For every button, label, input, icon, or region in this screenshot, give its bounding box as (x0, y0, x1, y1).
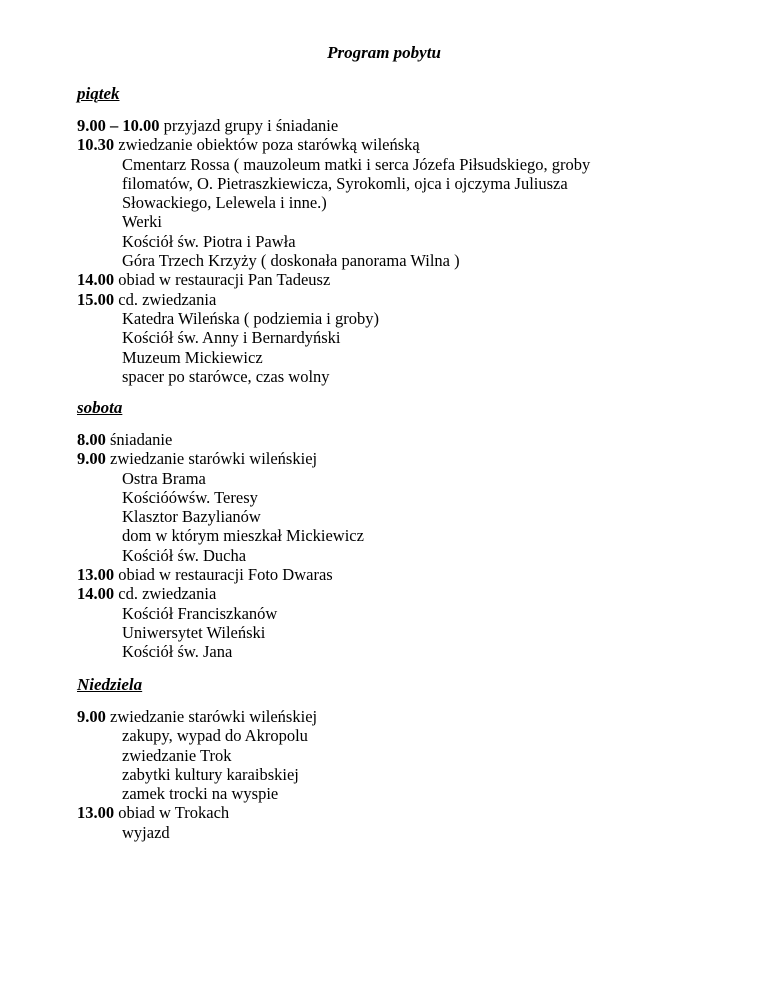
schedule-time: 9.00 (77, 449, 106, 469)
schedule-subitem: Kościół św. Anny i Bernardyński (122, 328, 341, 348)
schedule-subitem: wyjazd (122, 822, 170, 842)
schedule-subitem: Katedra Wileńska ( podziemia i groby) (122, 308, 379, 328)
day-heading: Niedziela (77, 675, 143, 694)
day-heading: piątek (77, 84, 120, 103)
day-section-sobota (77, 398, 737, 662)
schedule-text: przyjazd grupy i śniadanie (159, 116, 339, 135)
schedule-subitem: spacer po starówce, czas wolny (122, 366, 330, 386)
schedule-subitem: zakupy, wypad do Akropolu (122, 726, 308, 746)
page-title: Program pobytu (327, 43, 441, 62)
schedule-line (77, 270, 737, 289)
schedule-text: cd. zwiedzania (114, 584, 217, 604)
schedule-line (77, 707, 737, 726)
schedule-subitem: Słowackiego, Lelewela i inne.) (122, 193, 327, 213)
schedule-time: 14.00 (77, 270, 115, 290)
schedule-subitem: Kościół św. Piotra i Pawła (122, 231, 296, 251)
schedule-line (77, 565, 737, 584)
schedule-time: 10.30 (77, 135, 115, 155)
schedule-text: zwiedzanie starówki wileńskiej (105, 707, 318, 726)
schedule-subitem: Kościół św. Ducha (122, 545, 247, 565)
schedule-time: 14.00 (77, 584, 115, 604)
schedule-text: zwiedzanie starówki wileńskiej (105, 449, 318, 469)
schedule-time: 15.00 (77, 289, 115, 309)
day-heading: sobota (77, 398, 123, 417)
day-section-niedziela (77, 675, 737, 842)
schedule-subitem: Klasztor Bazylianów (122, 507, 261, 527)
schedule-time: 8.00 (77, 430, 106, 449)
schedule-time: 13.00 (77, 803, 115, 823)
schedule-subitem: Góra Trzech Krzyży ( doskonała panorama Wilna ) (122, 251, 460, 271)
schedule-subitem: Kościół Franciszkanów (122, 603, 278, 623)
schedule-text: śniadanie (105, 430, 173, 449)
schedule-line (77, 803, 737, 822)
schedule-subitem: Kościół św. Jana (122, 642, 233, 662)
schedule-subitem: zabytki kultury karaibskiej (122, 764, 299, 784)
schedule-time: 9.00 – 10.00 (77, 116, 160, 135)
schedule-subitem: Ostra Brama (122, 468, 206, 488)
schedule-subitem: Kościóówśw. Teresy (122, 487, 258, 507)
schedule-line (77, 290, 737, 309)
schedule-subitem: filomatów, O. Pietraszkiewicza, Syrokomli, ojca i ojczyma Juliusza (122, 173, 568, 193)
schedule-subitem: Cmentarz Rossa ( mauzoleum matki i serca Józefa Piłsudskiego, groby (122, 154, 591, 174)
schedule-line (77, 449, 737, 468)
schedule-subitem: zamek trocki na wyspie (122, 784, 279, 804)
schedule-text: cd. zwiedzania (114, 289, 217, 309)
schedule-line (77, 430, 737, 449)
schedule-line (77, 116, 737, 135)
schedule-text: zwiedzanie obiektów poza starówką wileńską (114, 135, 420, 155)
schedule-line (77, 135, 737, 154)
schedule-subitem: Werki (122, 212, 162, 232)
schedule-text: obiad w restauracji Foto Dwaras (114, 565, 333, 585)
schedule-subitem: zwiedzanie Trok (122, 745, 232, 765)
schedule-subitem: Uniwersytet Wileński (122, 622, 266, 642)
schedule-time: 9.00 (77, 707, 106, 726)
schedule-subitem: dom w którym mieszkał Mickiewicz (122, 526, 364, 546)
schedule-subitem: Muzeum Mickiewicz (122, 347, 263, 367)
day-section-piatek (77, 84, 737, 386)
schedule-line (77, 584, 737, 603)
schedule-text: obiad w restauracji Pan Tadeusz (114, 270, 331, 290)
schedule-time: 13.00 (77, 565, 115, 585)
schedule-text: obiad w Trokach (114, 803, 230, 823)
